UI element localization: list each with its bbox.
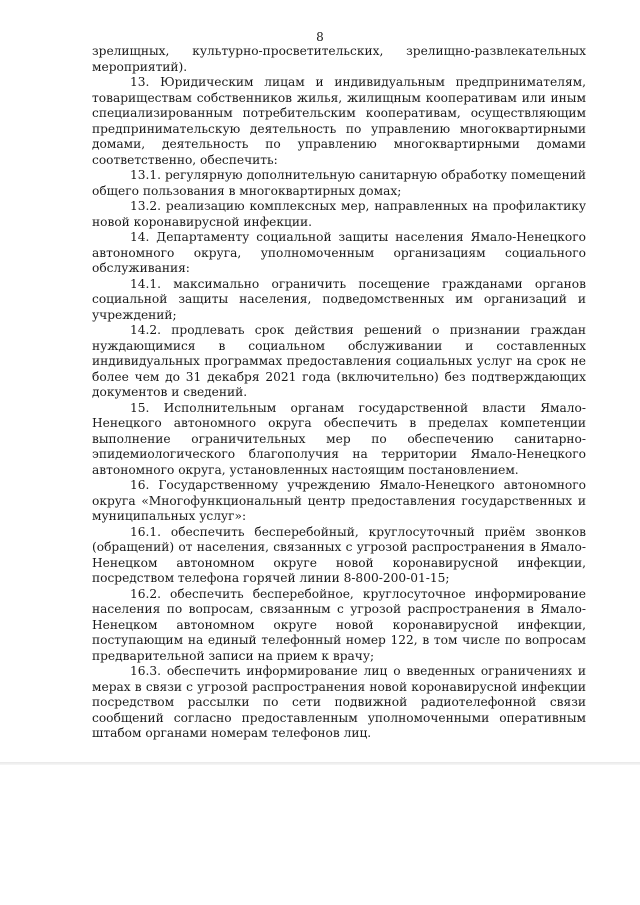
paragraph-16-3: 16.3. обеспечить информирование лиц о введенных ограничениях и мерах в связи с угрозой распространения новой коронавирусной инфекции посредством рассылки по сети подвижной радиотелефонной связи сообщений согласно предоставленным уполномоченными оперативным штабом органами номерам телефонов лиц. (92, 664, 586, 740)
paragraph-13-2: 13.2. реализацию комплексных мер, направленных на профилактику новой коронавирусной инфекции. (92, 199, 586, 229)
paragraph-14-2: 14.2. продлевать срок действия решений о признании граждан нуждающимися в социальном обслуживании и составленных индивидуальных программах предоставления социальных услуг на срок не более чем до 31 декабря 2021 года (включительно) без подтверждающих документов и сведений. (92, 323, 586, 399)
paragraph-13-1: 13.1. регулярную дополнительную санитарную обработку помещений общего пользования в многоквартирных домах; (92, 168, 586, 198)
document-body (92, 44, 586, 742)
paragraph-16-1: 16.1. обеспечить бесперебойный, круглосуточный приём звонков (обращений) от населения, связанных с угрозой распространения в Ямало-Ненецком автономном округе новой коронавирусной инфекции, посредством телефона горячей линии 8-800-200-01-15; (92, 524, 586, 585)
paragraph-16: 16. Государственному учреждению Ямало-Ненецкого автономного округа «Многофункциональный центр предоставления государственных и муниципальных услуг»: (92, 478, 586, 523)
paragraph-16-2: 16.2. обеспечить бесперебойное, круглосуточное информирование населения по вопросам, связанным с угрозой распространения в Ямало-Ненецком автономном округе новой коронавирусной инфекции, поступающим на единый телефонный номер 122, в том числе по вопросам предварительной записи на прием к врачу; (92, 586, 586, 663)
paragraph-13: 13. Юридическим лицам и индивидуальным предпринимателям, товариществам собственников жилья, жилищным кооперативам или иным специализированным потребительским кооперативам, осуществляющим предпринимательскую деятельность по управлению многоквартирными домами, деятельность по управлению многоквартирными домами соответственно, обеспечить: (92, 75, 586, 167)
scan-page-edge (0, 762, 640, 765)
paragraph-14-1: 14.1. максимально ограничить посещение гражданами органов социальной защиты населения, подведомственных им организаций и учреждений; (92, 276, 586, 322)
paragraph-14: 14. Департаменту социальной защиты населения Ямало-Ненецкого автономного округа, уполномоченным организациям социального обслуживания: (92, 230, 586, 275)
paragraph-continuation: зрелищных, культурно-просветительских, зрелищно-развлекательных мероприятий). (92, 44, 586, 74)
paragraph-15: 15. Исполнительным органам государственной власти Ямало-Ненецкого автономного округа обеспечить в пределах компетенции выполнение ограничительных мер по обеспечению санитарно-эпидемиологического благополучия на территории Ямало-Ненецкого автономного округа, установленных настоящим постановлением. (92, 400, 586, 477)
page-number: 8 (316, 30, 324, 44)
